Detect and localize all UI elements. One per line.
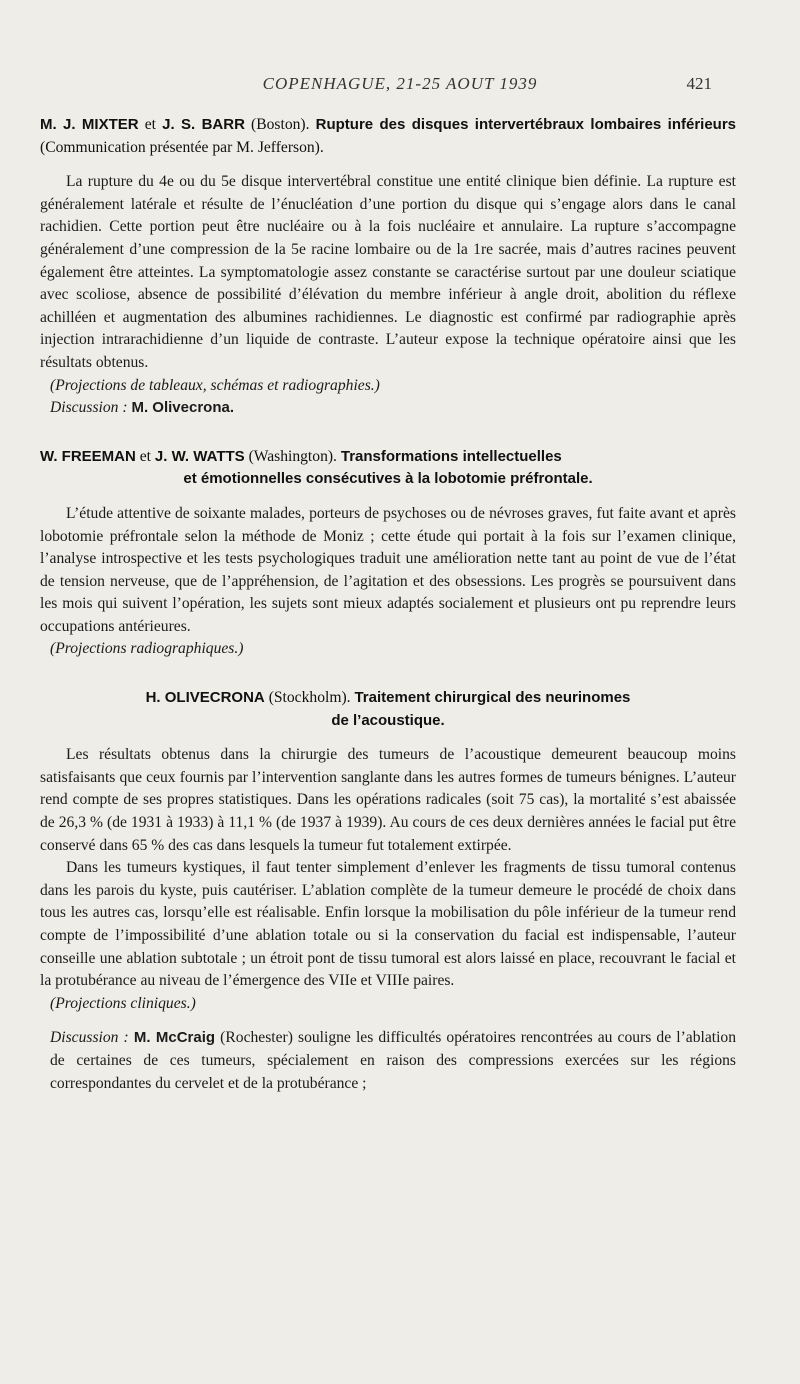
article-projections: (Projections radiographiques.) [50, 640, 244, 658]
article-authors-second: J. S. BARR [162, 116, 245, 133]
article-title: Transformations intellectuelles [340, 447, 562, 465]
article-discussion [40, 397, 736, 420]
article-paragraph: L’étude attentive de soixante malades, porteurs de psychoses ou de névroses graves, fut faite avant et après lobotomie préfrontale selon la méthode de Moniz ; cette étude qui portait à la fois sur l’examen clinique, l’analyse introspective et les tests psychologiques traduit une amélioration nette tant au point de vue de l’état de tension nerveuse, que de l’appréhension, de l’agitation et des obsessions. Les progrès se poursuivent dans les mois qui suivent l’opération, les sujets sont mieux adaptés socialement et plusieurs ont pu reprendre leurs occupations antérieures. [40, 504, 736, 635]
article-heading [40, 687, 736, 710]
article-mixter-barr [40, 114, 736, 420]
running-title: COPENHAGUE, 21-25 AOUT 1939 [262, 74, 538, 93]
page-number: 421 [686, 74, 712, 93]
article-paragraph: La rupture du 4e ou du 5e disque intervertébral constitue une entité clinique bien définie. La rupture est généralement latérale et résulte de l’énucléation d’une portion du disque qui s’engage alors dans le canal rachidien. Cette portion peut être nucléaire ou à la fois nucléaire et annulaire. La rupture s’accompagne généralement d’une compression de la 5e racine lombaire ou de la 1re sacrée, mais d’autres racines peuvent également être atteintes. La symptomatologie assez constante se caractérise surtout par une douleur sciatique avec scoliose, absence de possibilité d’élévation du membre inférieur à angle droit, abolition du réflexe achilléen et augmentation des albumines rachidiennes. Le diagnostic est confirmé par radiographie après injection intrarachidienne d’un liquide de contraste. L’auteur expose la technique opératoire ainsi que les résultats obtenus. [40, 173, 736, 371]
article-authors: H. OLIVECRONA [145, 689, 265, 707]
article-conjunction: et [144, 116, 156, 133]
article-note: (Communication présentée par M. Jefferson). [40, 138, 324, 156]
article-authors: M. J. MIXTER [40, 116, 139, 133]
article-heading [40, 114, 736, 159]
discussion-label: Discussion : [50, 1029, 129, 1047]
article-place: (Washington). [248, 447, 337, 465]
article-discussion [40, 1027, 736, 1095]
discussion-text: (Rochester) souligne les difficultés opératoires rencontrées au cours de l’ablation de certaines de ces tumeurs, spécialement en raison des compressions exercées sur les régions correspondantes du cervelet et de la protubérance ; [50, 1029, 736, 1092]
article-title: Traitement chirurgical des neurinomes [354, 689, 631, 707]
discussion-label: Discussion : [50, 399, 128, 417]
article-paragraph: Dans les tumeurs kystiques, il faut tenter simplement d’enlever les fragments de tissu tumoral contenus dans les parois du kyste, puis cautériser. L’ablation complète de la tumeur demeure le procédé de choix dans tous les autres cas, lorsqu’elle est réalisable. Enfin lorsque la mobilisation du pôle inférieur de la tumeur rend compte de l’impossibilité d’une ablation totale ou si la conservation du facial est indispensable, l’auteur conseille une ablation subtotale ; un étroit pont de tissu tumoral est alors laissé en place, recouvrant le facial et la protubérance au niveau de l’émergence des VIIe et VIIIe paires. [40, 859, 736, 990]
discussion-name: M. McCraig [133, 1029, 216, 1047]
article-projections: (Projections cliniques.) [50, 994, 196, 1012]
article-projections: (Projections de tableaux, schémas et radiographies.) [50, 376, 380, 394]
article-heading [40, 446, 736, 469]
article-place: (Stockholm). [268, 689, 351, 707]
article-authors: W. FREEMAN [40, 447, 136, 465]
article-olivecrona [40, 687, 736, 1095]
article-title-continued: et émotionnelles consécutives à la lobotomie préfrontale. [183, 470, 593, 488]
article-place: (Boston). [251, 116, 310, 133]
article-title: Rupture des disques intervertébraux lombaires inférieurs [315, 116, 737, 133]
article-heading-continued [40, 468, 736, 491]
article-conjunction: et [139, 447, 152, 465]
running-head [0, 74, 800, 96]
article-freeman-watts [40, 446, 736, 661]
article-authors-second: J. W. WATTS [154, 447, 245, 465]
article-paragraph: Les résultats obtenus dans la chirurgie des tumeurs de l’acoustique demeurent beaucoup moins satisfaisants que ceux fournis par l’intervention sanglante dans les autres formes de tumeurs bénignes. L’auteur rend compte de ses propres statistiques. Dans les opérations radicales (soit 75 cas), la mortalité s’est abaissée de 26,3 % (de 1931 à 1933) à 11,1 % (de 1937 à 1939). Au cours de ces deux dernières années le facial put être conservé dans 65 % des cas dans lesquels la tumeur fut totalement extirpée. [40, 746, 736, 854]
article-heading-continued [40, 710, 736, 733]
article-title-continued: de l’acoustique. [331, 711, 445, 729]
page-content [40, 114, 736, 1095]
discussion-name: M. Olivecrona. [131, 399, 234, 417]
